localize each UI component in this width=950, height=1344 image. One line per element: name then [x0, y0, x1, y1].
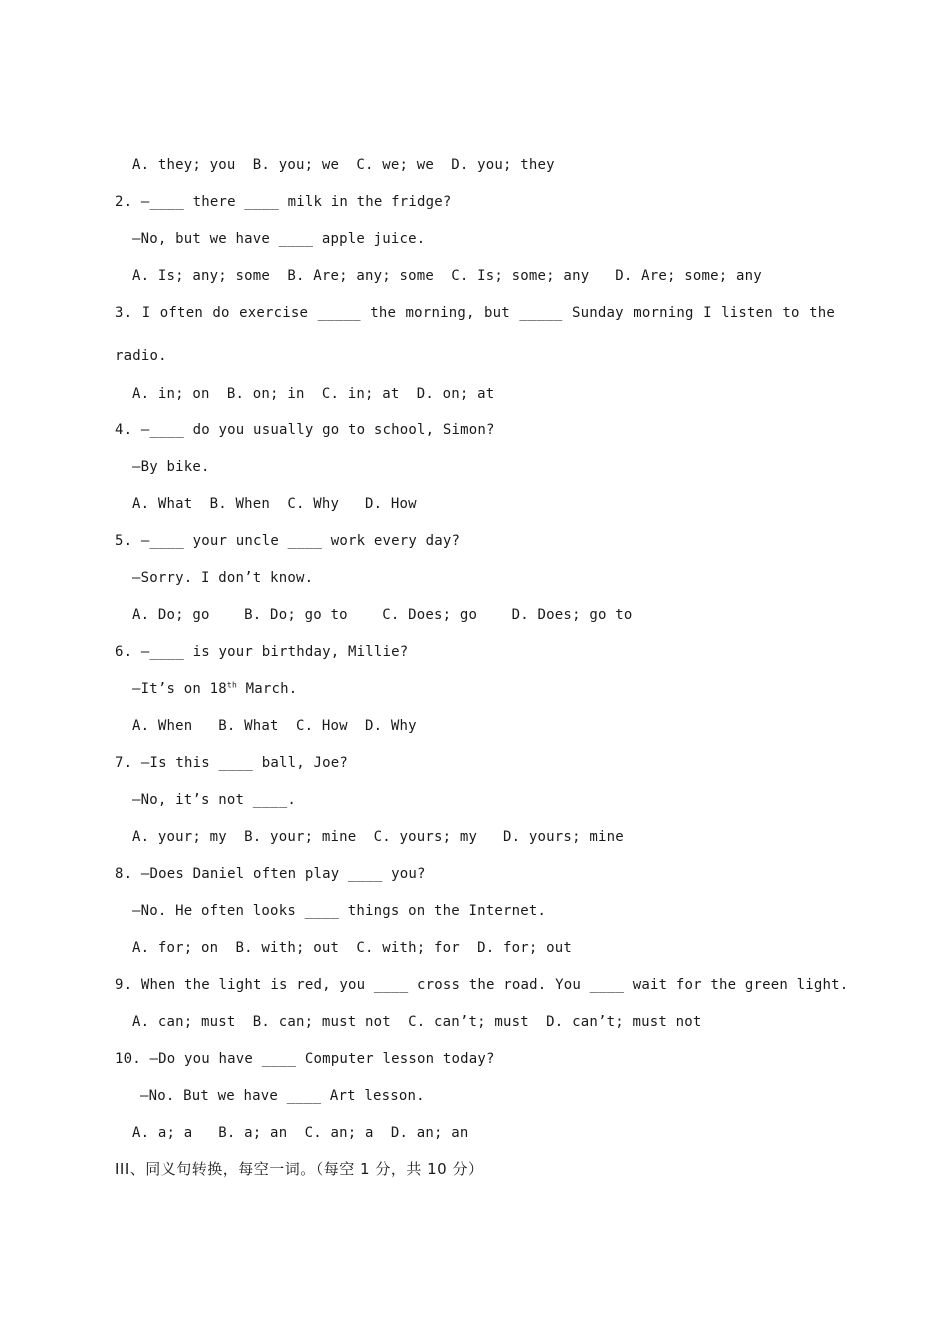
q8-question: 8. —Does Daniel often play ____ you?: [115, 866, 426, 882]
q5-answer: —Sorry. I don’t know.: [132, 570, 314, 586]
q2-question: 2. —____ there ____ milk in the fridge?: [115, 194, 452, 210]
q7-options: A. your; my B. your; mine C. yours; my D. yours; mine: [132, 829, 624, 845]
q1-options: A. they; you B. you; we C. we; we D. you; they: [132, 157, 555, 173]
q7-question: 7. —Is this ____ ball, Joe?: [115, 755, 348, 771]
q10-answer: —No. But we have ____ Art lesson.: [140, 1088, 425, 1104]
q3-question: 3. I often do exercise _____ the morning, but _____ Sunday morning I listen to the: [115, 305, 835, 321]
q6-answer-sup: th: [226, 680, 237, 690]
q8-options: A. for; on B. with; out C. with; for D. for; out: [132, 940, 573, 956]
q10-question: 10. —Do you have ____ Computer lesson today?: [115, 1051, 495, 1067]
q9-question: 9. When the light is red, you ____ cross the road. You ____ wait for the green light.: [115, 977, 849, 993]
q3-options: A. in; on B. on; in C. in; at D. on; at: [132, 386, 495, 402]
q8-answer: —No. He often looks ____ things on the Internet.: [132, 903, 547, 919]
q7-answer: —No, it’s not ____.: [132, 792, 296, 808]
q5-options: A. Do; go B. Do; go to C. Does; go D. Does; go to: [132, 607, 633, 623]
q2-options: A. Is; any; some B. Are; any; some C. Is; some; any D. Are; some; any: [132, 268, 762, 284]
q2-answer: —No, but we have ____ apple juice.: [132, 231, 426, 247]
q4-options: A. What B. When C. Why D. How: [132, 496, 417, 512]
q9-options: A. can; must B. can; must not C. can’t; must D. can’t; must not: [132, 1014, 702, 1030]
q6-answer-pre: —It’s on 18: [132, 681, 227, 697]
section-3-heading: III、同义句转换，每空一词。（每空 1 分，共 10 分）: [115, 1160, 484, 1178]
q5-question: 5. —____ your uncle ____ work every day?: [115, 533, 461, 549]
q10-options: A. a; a B. a; an C. an; a D. an; an: [132, 1125, 469, 1141]
q6-answer: [132, 679, 297, 699]
q6-answer-post: March.: [236, 681, 298, 697]
q4-question: 4. —____ do you usually go to school, Simon?: [115, 422, 495, 438]
q3-question-cont: radio.: [115, 348, 167, 364]
q4-answer: —By bike.: [132, 459, 210, 475]
q6-options: A. When B. What C. How D. Why: [132, 718, 417, 734]
q6-question: 6. —____ is your birthday, Millie?: [115, 644, 409, 660]
